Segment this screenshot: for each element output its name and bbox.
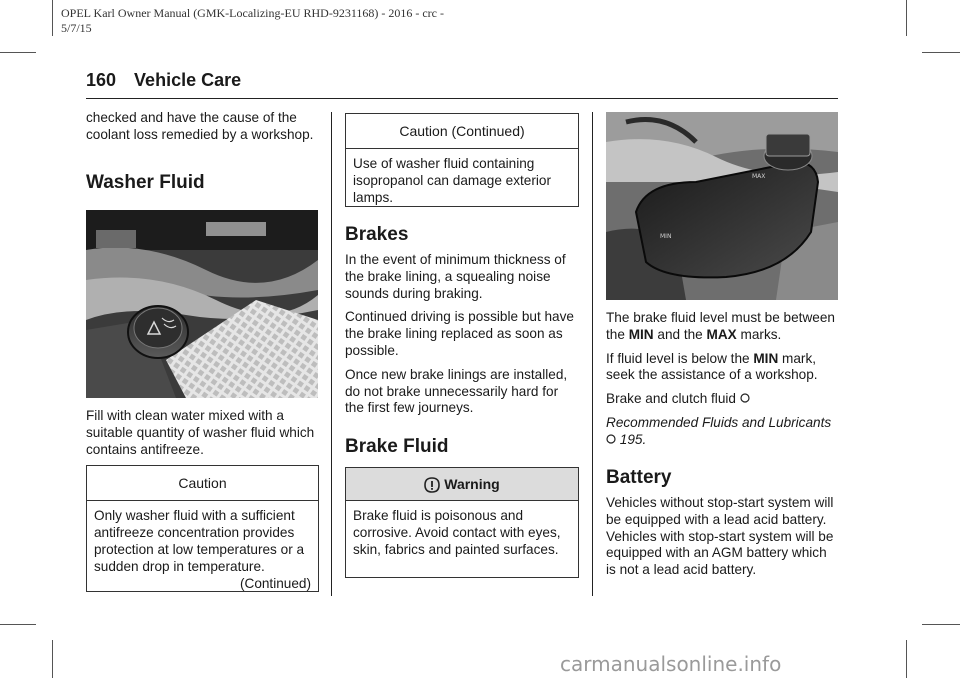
fluid-below-min-text: If fluid level is below the MIN mark, seek the assistance of a workshop.	[606, 350, 818, 383]
caution-continued-box	[345, 113, 579, 207]
page-title: Vehicle Care	[134, 70, 242, 90]
warning-icon	[424, 477, 440, 493]
page-heading	[86, 70, 241, 91]
reservoir-min-label: MIN	[660, 233, 672, 240]
warning-title: Warning	[444, 476, 500, 492]
brakes-paragraph: Continued driving is possible but have the brake lining replaced as soon as possible.	[345, 309, 574, 358]
warning-text: Brake fluid is poisonous and corrosive. Avoid contact with eyes, skin, fabrics and painted surfaces.	[353, 508, 561, 557]
washer-fluid-heading: Washer Fluid	[86, 172, 205, 193]
recommended-fluids-link[interactable]: Recommended Fluids and Lubricants 195.	[606, 414, 832, 447]
battery-heading: Battery	[606, 467, 672, 488]
fill-instructions: Fill with clean water mixed with a suitable quantity of washer fluid which contains antifreeze.	[86, 408, 315, 457]
crop-mark	[922, 624, 960, 625]
crop-mark	[0, 52, 36, 53]
caution-body	[87, 501, 318, 598]
page-reference-icon	[606, 434, 616, 444]
page-number: 160	[86, 70, 117, 90]
brake-fluid-level-text: The brake fluid level must be between the MIN and the MAX marks.	[606, 310, 835, 342]
doc-header-line2: 5/7/15	[61, 21, 92, 35]
header-rule	[86, 98, 838, 99]
column-divider	[331, 112, 332, 596]
crop-mark	[52, 640, 53, 678]
caution-box	[86, 465, 319, 592]
brakes-paragraph: In the event of minimum thickness of the brake lining, a squealing noise sounds during braking.	[345, 252, 566, 301]
doc-header-line1: OPEL Karl Owner Manual (GMK-Localizing-EU RHD-9231168) - 2016 - crc -	[61, 6, 445, 20]
brakes-heading: Brakes	[345, 224, 409, 245]
caution-title: Caution	[87, 466, 318, 501]
caution-continued-title: Caution (Continued)	[346, 114, 578, 149]
brakes-text	[345, 252, 577, 424]
crop-mark	[906, 640, 907, 678]
warning-box	[345, 467, 579, 578]
watermark: carmanualsonline.info	[560, 652, 782, 676]
col3-text	[606, 310, 838, 456]
col1-intro: checked and have the cause of the coolant loss remedied by a workshop.	[86, 110, 314, 142]
crop-mark	[0, 624, 36, 625]
brake-fluid-heading: Brake Fluid	[345, 436, 449, 457]
crop-mark	[906, 0, 907, 36]
reservoir-max-label: MAX	[752, 173, 766, 180]
warning-title-bar	[346, 468, 578, 501]
brake-clutch-fluid-ref: Brake and clutch fluid	[606, 391, 838, 408]
column-divider	[592, 112, 593, 596]
battery-text: Vehicles without stop-start system will be equipped with a lead acid battery. Vehicles with stop-start system will be equipped with an AGM battery which is not a lead acid battery.	[606, 495, 834, 578]
brakes-paragraph: Once new brake linings are installed, do not brake unnecessarily hard for the first few journeys.	[345, 366, 568, 416]
caution-continued: (Continued)	[239, 576, 311, 591]
crop-mark	[52, 0, 53, 36]
crop-mark	[922, 52, 960, 53]
brake-fluid-reservoir-photo	[606, 112, 838, 300]
page-reference-icon	[740, 393, 750, 403]
caution-text: Only washer fluid with a sufficient antifreeze concentration provides protection at low temperatures or a sudden drop in temperature.	[94, 508, 305, 574]
caution-continued-text: Use of washer fluid containing isopropanol can damage exterior lamps.	[353, 156, 551, 205]
washer-fluid-photo	[86, 210, 318, 398]
